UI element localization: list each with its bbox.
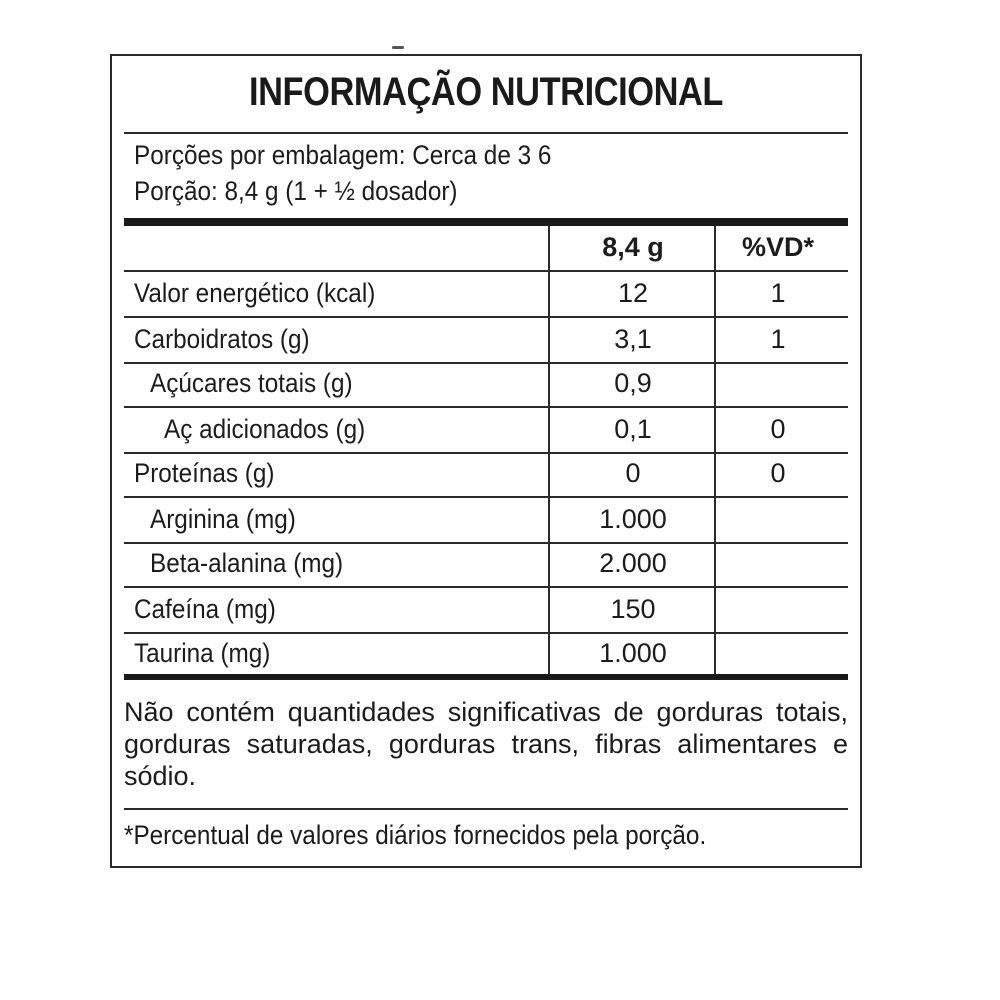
nutrition-label bbox=[110, 54, 862, 868]
row-label-carbs: Carboidratos (g) bbox=[134, 324, 310, 354]
row-amount-caffeine: 150 bbox=[610, 594, 656, 624]
row-label-energy: Valor energético (kcal) bbox=[134, 278, 376, 308]
row-amount-carbs: 3,1 bbox=[614, 324, 652, 354]
serving-size: Porção: 8,4 g (1 + ½ dosador) bbox=[134, 176, 458, 206]
row-divider bbox=[124, 316, 848, 318]
scan-mark bbox=[392, 46, 404, 49]
row-amount-beta-alanine: 2.000 bbox=[599, 548, 667, 578]
row-label-protein: Proteínas (g) bbox=[134, 458, 275, 488]
row-label-taurine: Taurina (mg) bbox=[134, 638, 271, 668]
row-label-arginine: Arginina (mg) bbox=[150, 504, 296, 534]
row-label-added-sugars: Aç adicionados (g) bbox=[164, 414, 366, 444]
row-amount-protein: 0 bbox=[625, 458, 641, 488]
row-dv-energy: 1 bbox=[770, 278, 786, 308]
servings-per-package: Porções por embalagem: Cerca de 3 6 bbox=[134, 140, 552, 170]
row-amount-total-sugars: 0,9 bbox=[614, 368, 652, 398]
not-significant-note bbox=[124, 696, 848, 792]
dv-column-header: %VD* bbox=[741, 232, 815, 262]
row-label-caffeine: Cafeína (mg) bbox=[134, 594, 276, 624]
row-label-beta-alanine: Beta-alanina (mg) bbox=[150, 548, 344, 578]
table-bottom-divider bbox=[124, 674, 848, 680]
row-label-total-sugars: Açúcares totais (g) bbox=[150, 368, 353, 398]
title-divider bbox=[124, 132, 848, 134]
row-divider bbox=[124, 362, 848, 364]
dv-footnote: *Percentual de valores diários fornecidos pela porção. bbox=[124, 820, 707, 850]
label-title: INFORMAÇÃO NUTRICIONAL bbox=[248, 70, 723, 114]
row-divider bbox=[124, 452, 848, 454]
row-dv-protein: 0 bbox=[770, 458, 786, 488]
row-divider bbox=[124, 542, 848, 544]
row-dv-carbs: 1 bbox=[770, 324, 786, 354]
row-divider bbox=[124, 586, 848, 588]
footnote-divider bbox=[124, 808, 848, 810]
row-amount-arginine: 1.000 bbox=[599, 504, 667, 534]
row-divider bbox=[124, 406, 848, 408]
not-significant-text: Não contém quantidades significativas de gorduras totais, gorduras saturadas, gorduras trans, fibras alimentares e sódio. bbox=[124, 697, 848, 791]
row-dv-added-sugars: 0 bbox=[770, 414, 786, 444]
row-amount-added-sugars: 0,1 bbox=[614, 414, 652, 444]
serving-divider bbox=[124, 218, 848, 226]
row-divider bbox=[124, 632, 848, 634]
header-divider bbox=[124, 270, 848, 272]
row-amount-energy: 12 bbox=[617, 278, 649, 308]
amount-column-header: 8,4 g bbox=[602, 232, 664, 262]
row-amount-taurine: 1.000 bbox=[599, 638, 667, 668]
row-divider bbox=[124, 496, 848, 498]
